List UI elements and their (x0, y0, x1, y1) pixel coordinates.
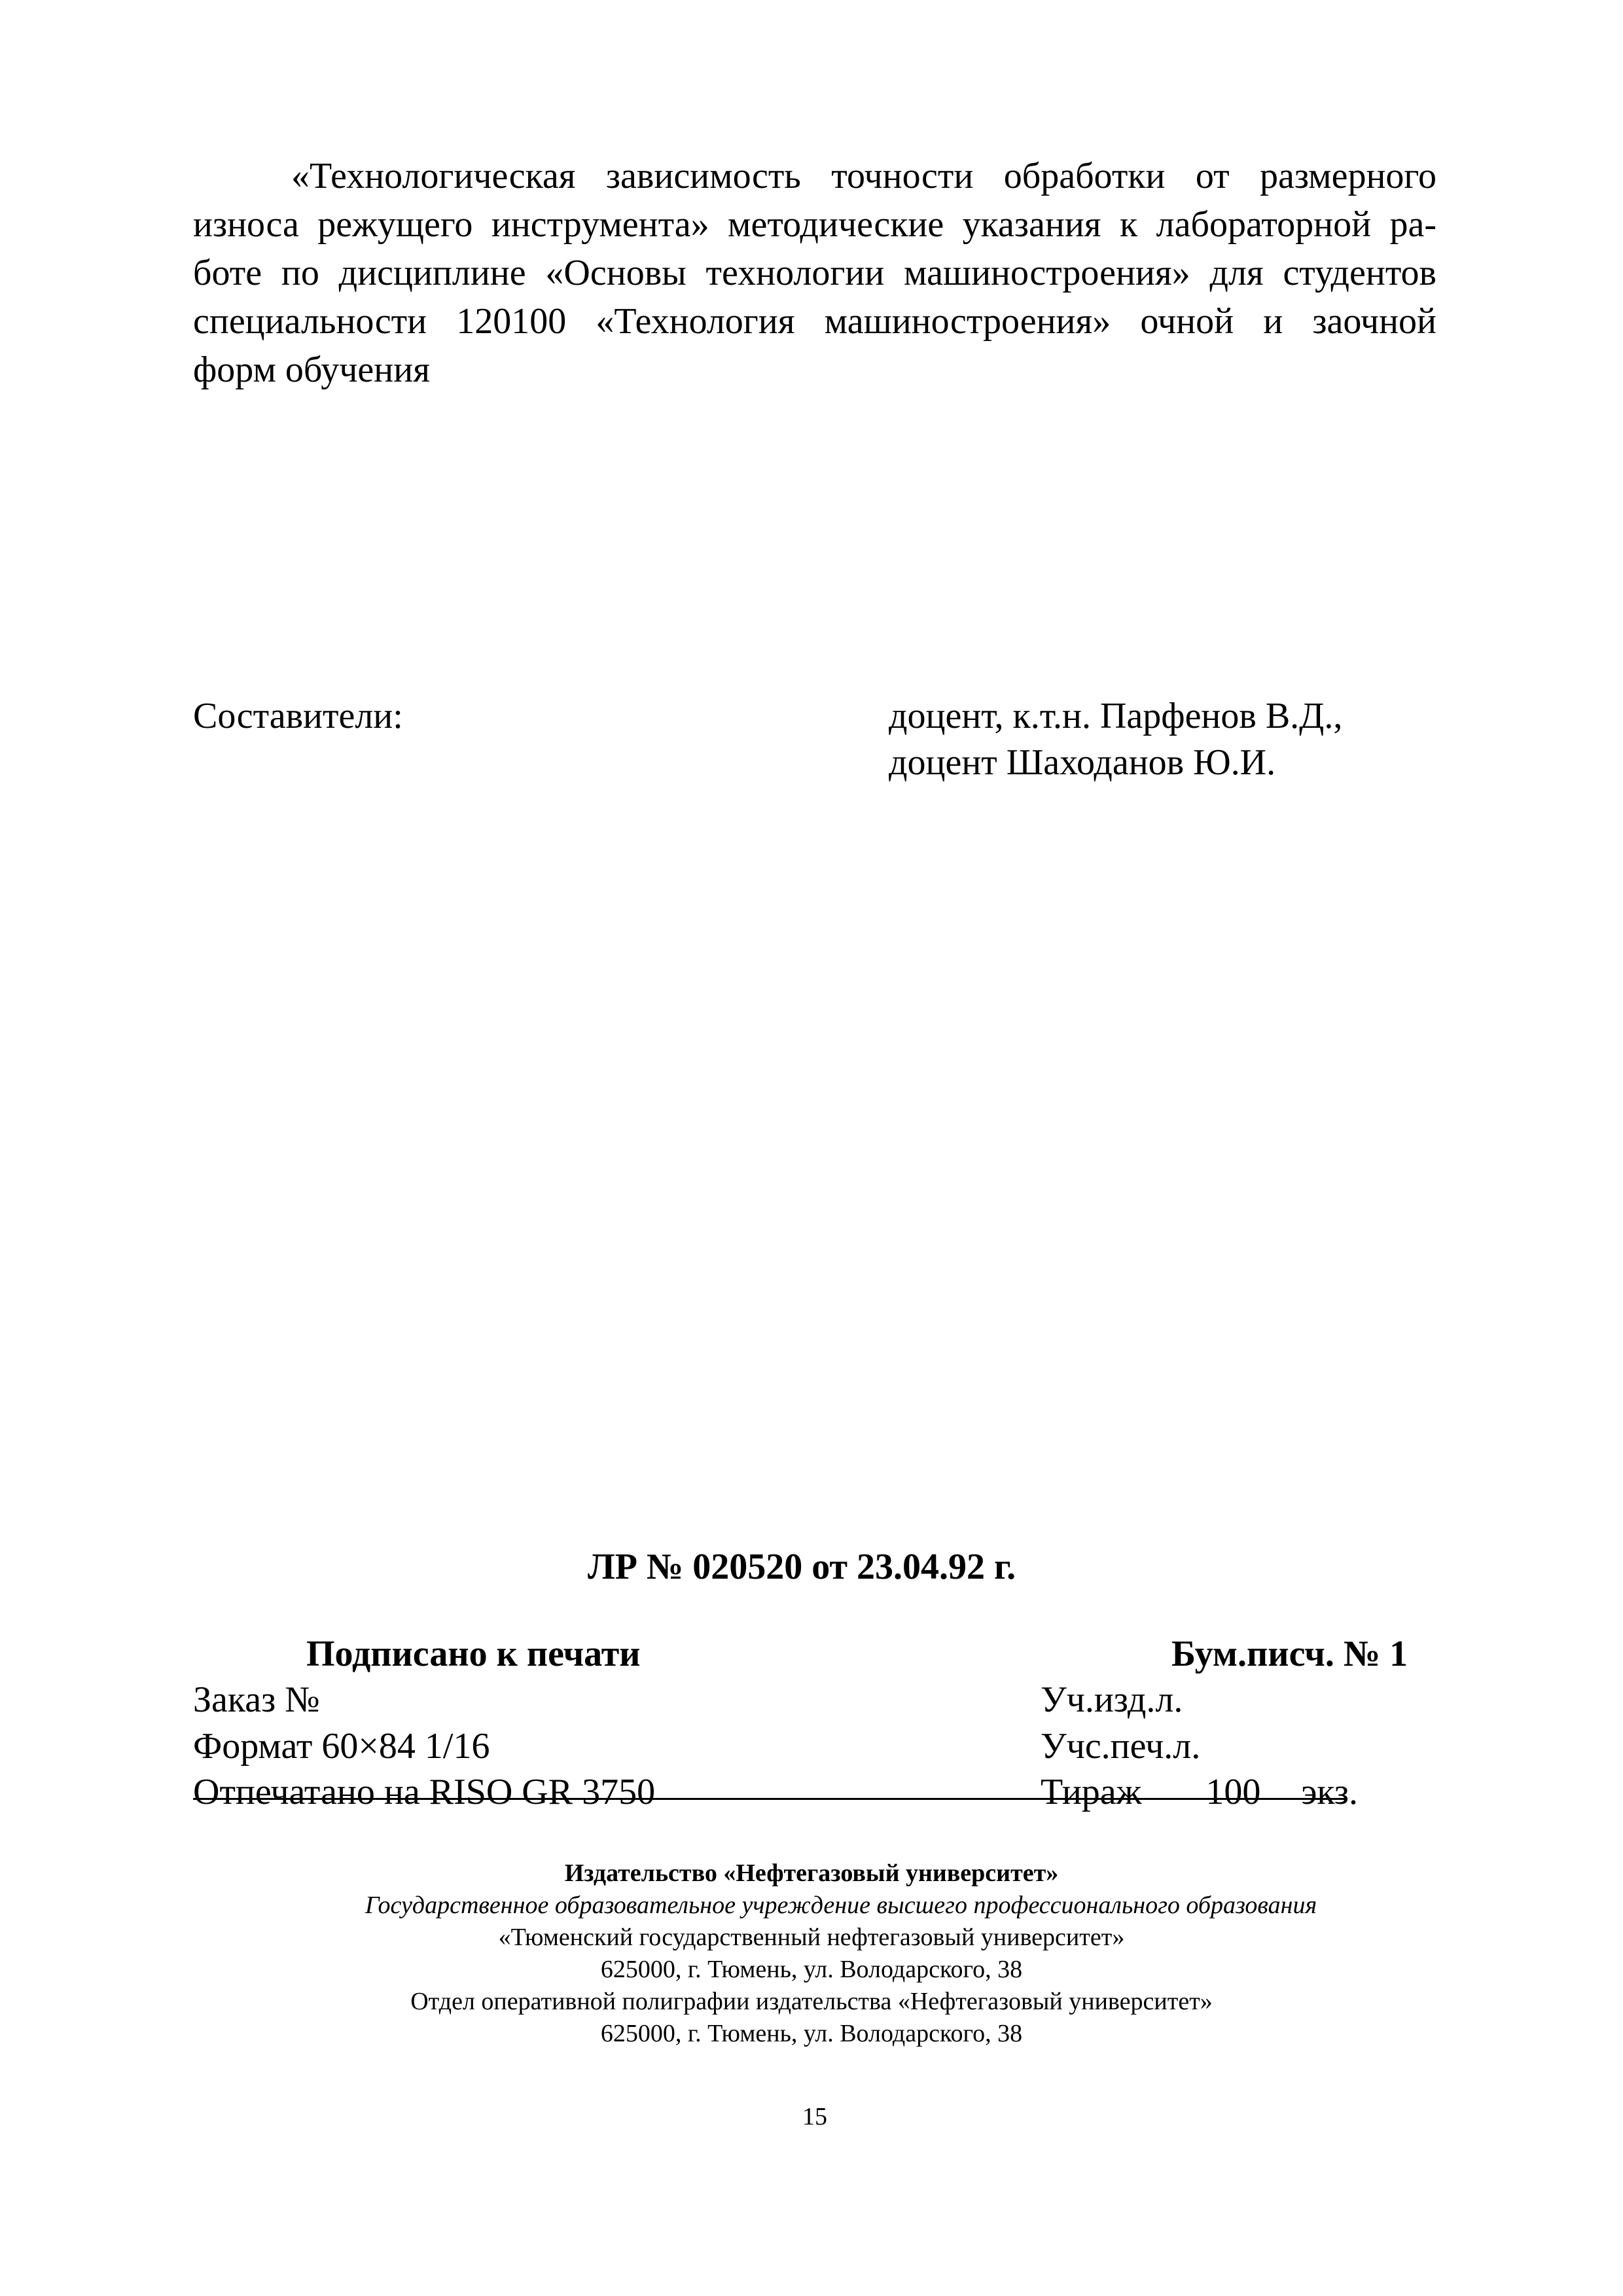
publisher-block (0, 1857, 1623, 2050)
circulation-value: 100 (1205, 1772, 1261, 1812)
paper-type-label: Бум.писч. № 1 (1171, 1634, 1408, 1674)
publisher-address: 625000, г. Тюмень, ул. Володарского, 38 (600, 1956, 1023, 1983)
print-department: Отдел оперативной полиграфии издательства «Нефтегазовый университет» (410, 1988, 1213, 2015)
institution-type: Государственное образовательное учреждение высшего профессионального образования (365, 1892, 1317, 1919)
circulation-label: Тираж (1041, 1772, 1142, 1812)
format-label: Формат 60×84 1/16 (193, 1726, 490, 1767)
university-name: «Тюменский государственный нефтегазовый университет» (498, 1924, 1125, 1951)
intro-line: «Технологическая зависимость точности обработки от размерного (291, 156, 1436, 196)
page-number: 15 (802, 2103, 827, 2130)
circulation-unit: экз. (1301, 1772, 1358, 1812)
compilers-label: Составители: (193, 696, 403, 736)
publisher-name: Издательство «Нефтегазовый университет» (564, 1859, 1059, 1887)
publishing-sheets-label: Уч.изд.л. (1041, 1679, 1183, 1720)
license-number: ЛР № 020520 от 23.04.92 г. (588, 1547, 1016, 1587)
compiler-name: доцент, к.т.н. Парфенов В.Д., (889, 696, 1343, 736)
order-number-label: Заказ № (193, 1679, 320, 1720)
intro-paragraph (193, 152, 1436, 394)
intro-line: износа режущего инструмента» методические указания к лабораторной ра- (193, 204, 1436, 245)
underline-rule (193, 1798, 1345, 1800)
department-address: 625000, г. Тюмень, ул. Володарского, 38 (600, 2020, 1023, 2047)
signed-to-print-label: Подписано к печати (306, 1634, 641, 1674)
intro-line: форм обучения (193, 350, 430, 390)
intro-line: боте по дисциплине «Основы технологии машиностроения» для студентов (193, 253, 1436, 293)
circulation-row (1041, 1771, 1358, 1813)
intro-line: специальности 120100 «Технология машиностроения» очной и заочной (193, 301, 1436, 342)
printed-on-label: Отпечатано на RISO GR 3750 (193, 1772, 656, 1812)
printed-sheets-label: Учс.печ.л. (1041, 1726, 1201, 1767)
compiler-name: доцент Шаходанов Ю.И. (889, 742, 1276, 783)
